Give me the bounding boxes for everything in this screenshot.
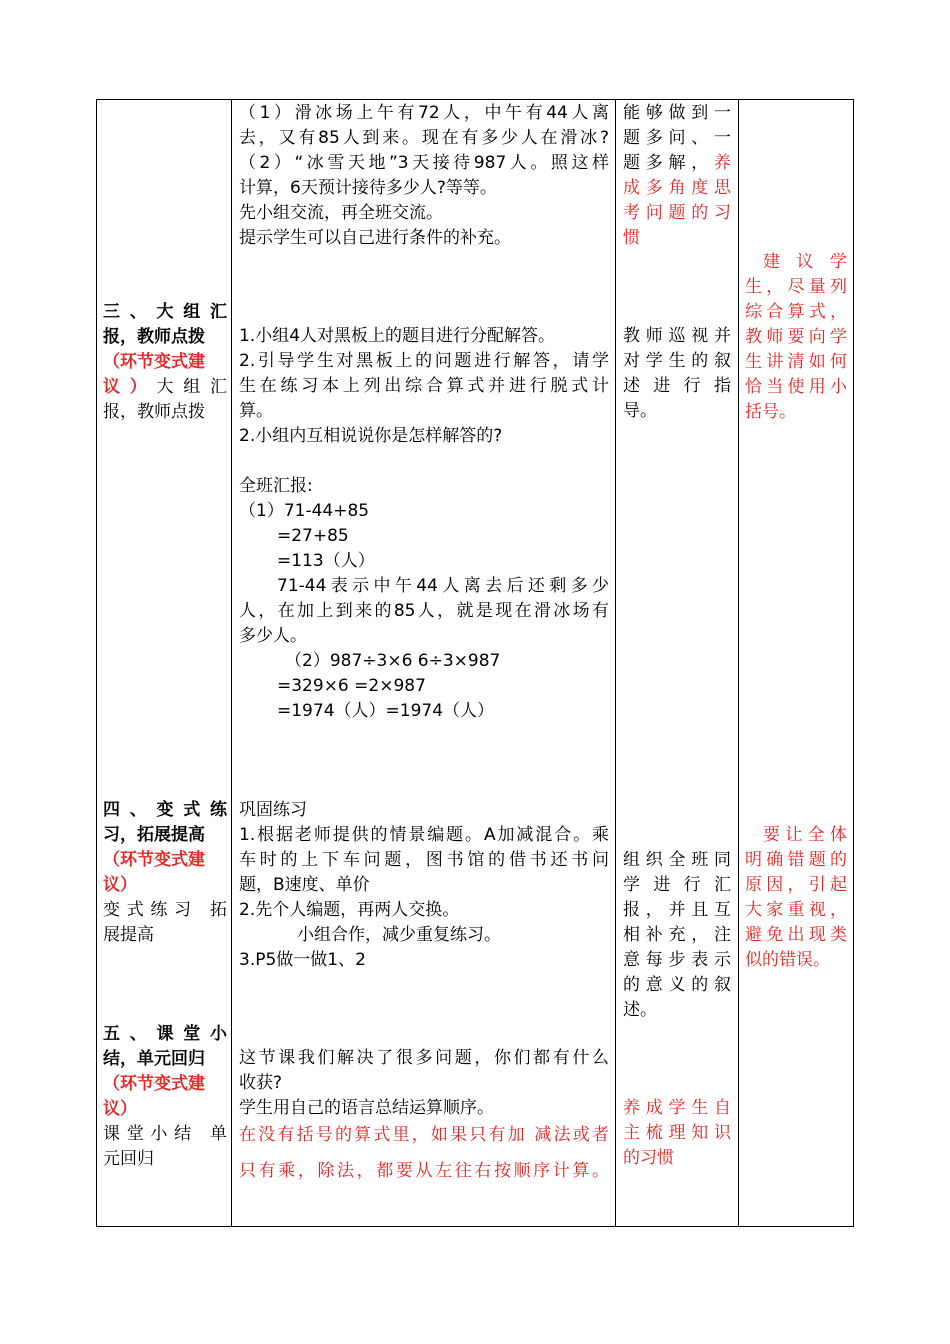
text-line: =27+85 xyxy=(277,526,349,546)
text-line: 变式练习 拓 xyxy=(103,900,227,920)
text-line: 大家重视， xyxy=(745,900,847,920)
section5-stage-label xyxy=(103,1022,227,1172)
text-line: 71-44表示中午44人离去后还剩多少 xyxy=(277,576,609,596)
text-line: 车时的上下车问题，图书馆的借书还书问 xyxy=(239,850,609,870)
text-line: 导。 xyxy=(623,401,657,421)
stage-title: 习，拓展提高 xyxy=(103,825,205,845)
section5-design-intent xyxy=(623,1096,731,1171)
text-line: 恰当使用小 xyxy=(745,377,847,397)
text-line: 在没有括号的算式里，如果只有加 减法或者 xyxy=(239,1125,609,1145)
text-line: 生在练习本上列出综合算式并进行脱式计 xyxy=(239,376,609,396)
column-divider-2 xyxy=(615,100,616,1226)
stage-title: 五、课堂小 xyxy=(103,1024,227,1044)
text-line: 提示学生可以自己进行条件的补充。 xyxy=(239,228,511,248)
text-line: 算。 xyxy=(239,401,273,421)
text-line: 展提高 xyxy=(103,925,154,945)
section3-suggestion xyxy=(745,250,847,425)
stage-suggestion: （环节变式建 xyxy=(103,1074,205,1094)
text-line: 题多问、一 xyxy=(623,128,731,148)
text-line: 1.根据老师提供的情景编题。A加减混合。乘 xyxy=(239,825,609,845)
text-line: 要让全体 xyxy=(763,825,847,845)
text-line: 能够做到一 xyxy=(623,103,731,123)
text-line: 的习惯 xyxy=(623,1148,674,1168)
text-line: 2.引导学生对黑板上的问题进行解答，请学 xyxy=(239,351,609,371)
text-line: 惯 xyxy=(623,228,640,248)
text-line: =113（人） xyxy=(277,551,375,571)
lesson-plan-table xyxy=(96,99,854,1227)
text-line: 学生用自己的语言总结运算顺序。 xyxy=(239,1098,494,1118)
text-line: 先小组交流，再全班交流。 xyxy=(239,203,443,223)
text-line: 报，并且互 xyxy=(623,900,731,920)
section3-stage-label xyxy=(103,300,227,425)
text-line: 1.小组4人对黑板上的题目进行分配解答。 xyxy=(239,326,556,346)
text-line: 人，在加上到来的85人，就是现在滑冰场有 xyxy=(239,601,609,621)
text-line: 2.先个人编题，再两人交换。 xyxy=(239,900,460,920)
text-line: 建议学 xyxy=(763,252,847,272)
text-line: 似的错误。 xyxy=(745,950,830,970)
text-line: 收获? xyxy=(239,1073,283,1093)
text-line: 报，教师点拨 xyxy=(103,402,205,422)
text-line: 这节课我们解决了很多问题，你们都有什么 xyxy=(239,1048,609,1068)
section3-activity-text xyxy=(239,324,609,724)
stage-title: 四、变式练 xyxy=(103,800,227,820)
text-line: 生讲清如何 xyxy=(745,352,847,372)
text-line xyxy=(239,449,609,474)
section4-activity-text xyxy=(239,798,609,973)
text-line: 2.小组内互相说说你是怎样解答的? xyxy=(239,426,503,446)
text-line: 3.P5做一做1、2 xyxy=(239,950,366,970)
text-line: 教师要向学 xyxy=(745,327,847,347)
stage-suggestion: 议） xyxy=(103,875,137,895)
text-line: 主梳理知识 xyxy=(623,1123,731,1143)
text-line: 学进行汇 xyxy=(623,875,731,895)
section4-design-intent xyxy=(623,848,731,1023)
section3-design-intent xyxy=(623,324,731,424)
text-line: 多少人。 xyxy=(239,626,307,646)
text-line: 元回归 xyxy=(103,1149,154,1169)
text-line: 养成学生自 xyxy=(623,1098,731,1118)
section4-stage-label xyxy=(103,798,227,948)
text-line: 组织全班同 xyxy=(623,850,731,870)
text-line: 全班汇报: xyxy=(239,476,313,496)
text-line: 明确错题的 xyxy=(745,850,847,870)
section4-suggestion xyxy=(745,823,847,973)
text-line: 题多解，养 xyxy=(623,153,731,173)
text-line: 意每步表示 xyxy=(623,950,731,970)
text-line: （1）71-44+85 xyxy=(239,501,370,521)
row1-design-intent xyxy=(623,101,731,251)
text-line: 的意义的叙 xyxy=(623,975,731,995)
text-line: =1974（人）=1974（人） xyxy=(277,701,495,721)
text-line: 括号。 xyxy=(745,402,796,422)
text-line: 教师巡视并 xyxy=(623,326,731,346)
text-line: 成多角度思 xyxy=(623,178,731,198)
text-line: 巩固练习 xyxy=(239,800,307,820)
text-line: 题，B速度、单价 xyxy=(239,875,370,895)
stage-title: 报，教师点拨 xyxy=(103,327,205,347)
text-line: 述进行指 xyxy=(623,376,731,396)
text-line: （2）“冰雪天地”3天接待987人。照这样 xyxy=(239,153,609,173)
text-line: 考问题的习 xyxy=(623,203,731,223)
stage-suggestion: （环节变式建 xyxy=(103,850,205,870)
section5-activity-text xyxy=(239,1046,609,1189)
stage-title: 三、大组汇 xyxy=(103,302,227,322)
text-line: 述。 xyxy=(623,1000,657,1020)
text-line: （1）滑冰场上午有72人，中午有44人离 xyxy=(239,103,609,123)
text-line: 议）大组汇 xyxy=(103,377,227,397)
stage-suggestion: （环节变式建 xyxy=(103,352,205,372)
text-line: 课堂小结 单 xyxy=(103,1124,227,1144)
text-line: 对学生的叙 xyxy=(623,351,731,371)
text-line: =329×6 =2×987 xyxy=(277,676,426,696)
column-divider-1 xyxy=(231,100,232,1226)
row1-activity-text xyxy=(239,101,609,251)
text-line: （2）987÷3×6 6÷3×987 xyxy=(285,651,501,671)
text-line: 相补充，注 xyxy=(623,925,731,945)
text-line: 避免出现类 xyxy=(745,925,847,945)
text-line: 去，又有85人到来。现在有多少人在滑冰? xyxy=(239,128,609,148)
text-line: 生，尽量列 xyxy=(745,277,847,297)
text-line: 小组合作，减少重复练习。 xyxy=(297,925,501,945)
text-line: 原因，引起 xyxy=(745,875,847,895)
text-line: 计算，6天预计接待多少人?等等。 xyxy=(239,178,497,198)
stage-title: 结，单元回归 xyxy=(103,1049,205,1069)
text-line: 只有乘，除法，都要从左往右按顺序计算。 xyxy=(239,1161,609,1181)
column-divider-3 xyxy=(738,100,739,1226)
text-line: 综合算式， xyxy=(745,302,847,322)
stage-suggestion: 议） xyxy=(103,1099,137,1119)
